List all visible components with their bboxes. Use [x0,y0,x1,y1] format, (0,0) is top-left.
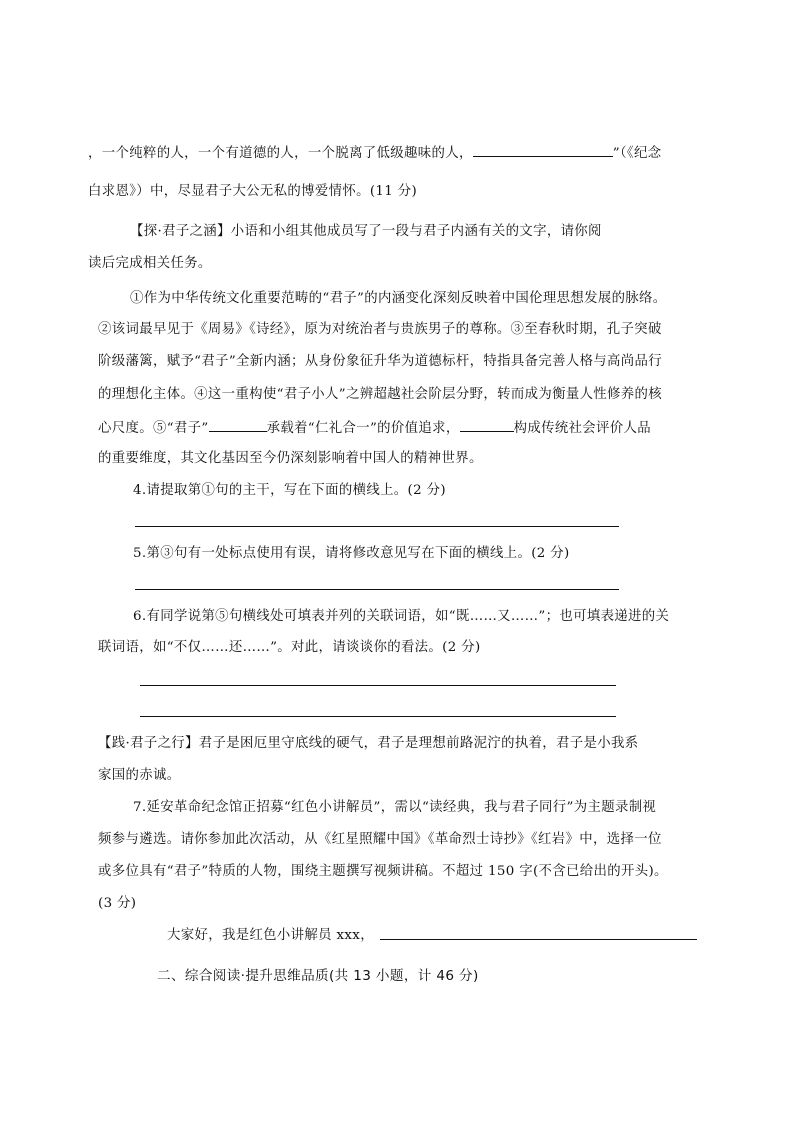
section-2-heading: 二、综合阅读·提升思维品质(共 13 小题，计 46 分) [157,968,479,984]
intro-line-2: 白求恩》）中，尽显君子大公无私的博爱情怀。(11 分) [88,184,418,199]
question-4: 4.请提取第①句的主干，写在下面的横线上。(2 分) [133,483,446,498]
passage-blank-1[interactable] [209,417,267,432]
question-6-line-1: 6.有同学说第⑤句横线处可填表并列的关联词语，如“既……又……”；也可填表递进的关 [133,609,670,624]
intro-line-1 [88,142,662,164]
passage-blank-2[interactable] [460,417,514,432]
question-7-prompt [167,926,374,946]
passage-line-4: 的理想化主体。④这一重构使“君子小人”之辨超越社会阶层分野，转而成为衡量人性修养的核 [98,387,663,402]
passage-line-6: 的重要维度，其文化基因至今仍深刻影响着中国人的精神世界。 [98,451,483,466]
question-7-line-4: (3 分) [98,896,137,911]
answer-line-q4[interactable] [135,526,619,527]
question-5: 5.第③句有一处标点使用有误，请将修改意见写在下面的横线上。(2 分) [133,546,570,561]
intro-text: ，一个纯粹的人，一个有道德的人，一个脱离了低级趣味的人， [88,146,473,161]
question-7-line-3: 或多位具有“君子”特质的人物，围绕主题撰写视频讲稿。不超过 150 字(不含已给出的开头)。 [98,864,668,879]
answer-line-q7[interactable] [380,939,697,940]
passage-line-2: ②该词最早见于《周易》《诗经》，原为对统治者与贵族男子的尊称。③至春秋时期，孔子突破 [98,322,662,337]
answer-line-q5[interactable] [135,589,619,590]
question-6-line-2: 联词语，如“不仅……还……”。对此，请谈谈你的看法。(2 分) [98,640,481,655]
passage-line-5 [98,417,651,439]
passage-text: 构成传统社会评价人品 [513,421,652,436]
practice-line-1: 【践·君子之行】君子是困厄里守底线的硬气，君子是理想前路泥泞的执着，君子是小我系 [98,736,639,751]
question-7-line-1: 7.延安革命纪念馆正招募“红色小讲解员”，需以“读经典，我与君子同行”为主题录制视 [133,800,657,815]
question-7-line-2: 频参与遴选。请你参加此次活动，从《红星照耀中国》《革命烈士诗抄》《红岩》中，选择一位 [98,832,662,847]
passage-text: 心尺度。⑤“君子” [98,421,209,436]
passage-line-1: ①作为中华传统文化重要范畴的“君子”的内涵变化深刻反映着中国伦理思想发展的脉络。 [130,291,667,306]
intro-text-end: ”（《纪念 [612,146,662,161]
answer-line-q6-1[interactable] [140,685,616,686]
explore-intro-line-2: 读后完成相关任务。 [88,256,212,271]
practice-line-2: 家国的赤诚。 [98,768,181,783]
answer-blank[interactable] [473,142,613,157]
passage-text: 承载着“仁礼合一”的价值追求， [266,421,460,436]
prompt-text: 大家好，我是红色小讲解员 xxx， [167,928,374,943]
passage-line-3: 阶级藩篱，赋予“君子”全新内涵；从身份象征升华为道德标杆，特指具备完善人格与高尚品行 [98,354,663,369]
explore-intro-line-1: 【探·君子之涵】小语和小组其他成员写了一段与君子内涵有关的文字，请你阅 [130,224,602,239]
answer-line-q6-2[interactable] [140,716,616,717]
